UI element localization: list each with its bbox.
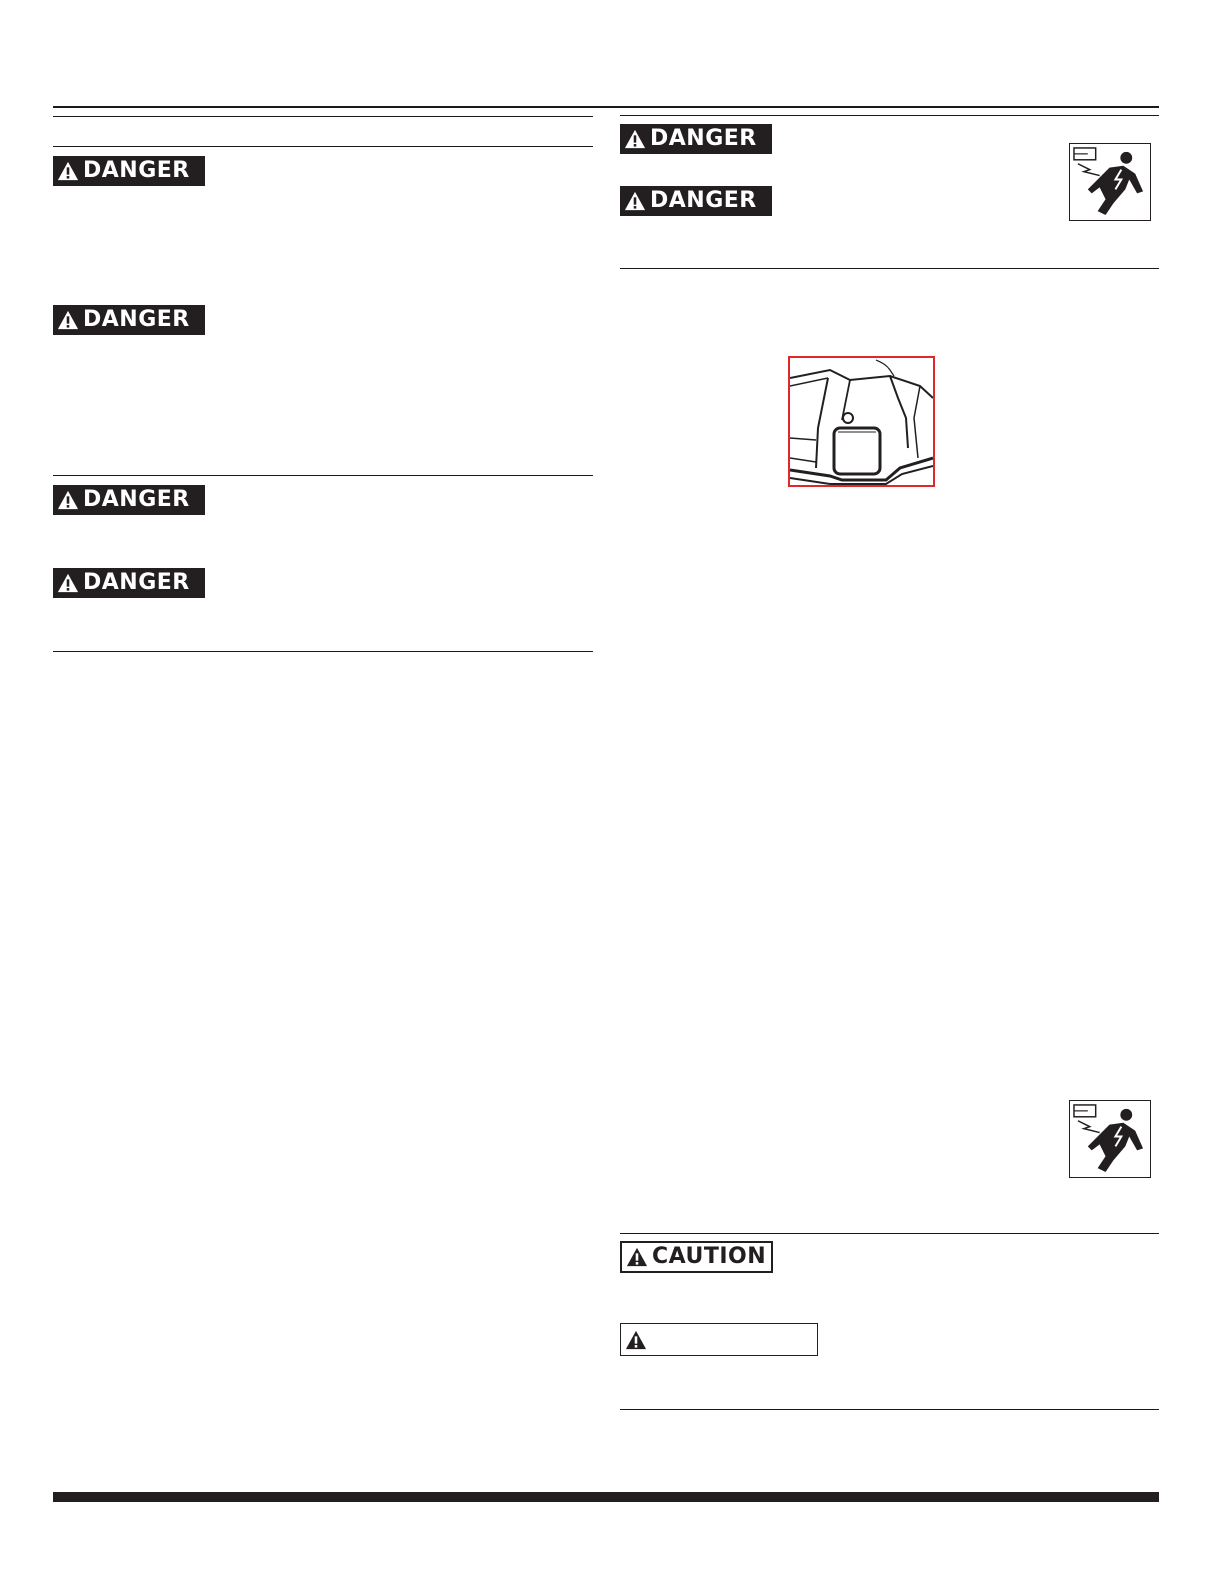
danger-label: DANGER: [83, 487, 190, 512]
danger-label: DANGER: [83, 158, 190, 183]
danger-label: DANGER: [83, 307, 190, 332]
pump-housing-figure: [788, 356, 935, 487]
section-rule: [53, 475, 593, 476]
warning-triangle-icon: [57, 572, 79, 594]
section-rule: [53, 146, 593, 147]
danger-badge: [53, 156, 205, 186]
danger-label: DANGER: [650, 126, 757, 151]
danger-badge: [53, 485, 205, 515]
footer-bar: [53, 1492, 1159, 1502]
section-rule: [53, 651, 593, 652]
danger-badge: [620, 124, 772, 154]
warning-triangle-icon: [626, 1246, 648, 1268]
danger-badge: [620, 186, 772, 216]
warning-triangle-icon: [625, 1329, 647, 1351]
caution-label: CAUTION: [652, 1244, 767, 1269]
notice-badge: [620, 1323, 818, 1356]
danger-badge: [53, 568, 205, 598]
warning-triangle-icon: [57, 160, 79, 182]
caution-badge: [620, 1241, 773, 1273]
danger-label: DANGER: [650, 188, 757, 213]
warning-triangle-icon: [624, 190, 646, 212]
section-rule: [620, 268, 1159, 269]
header-rule: [53, 106, 1159, 108]
warning-triangle-icon: [57, 489, 79, 511]
electric-shock-hazard-icon: [1069, 1100, 1151, 1178]
danger-badge: [53, 305, 205, 335]
section-rule: [620, 1409, 1159, 1410]
section-rule: [53, 116, 593, 117]
warning-triangle-icon: [57, 309, 79, 331]
section-rule: [620, 115, 1159, 116]
section-rule: [620, 1233, 1159, 1234]
warning-triangle-icon: [624, 128, 646, 150]
danger-label: DANGER: [83, 570, 190, 595]
electric-shock-hazard-icon: [1069, 143, 1151, 221]
